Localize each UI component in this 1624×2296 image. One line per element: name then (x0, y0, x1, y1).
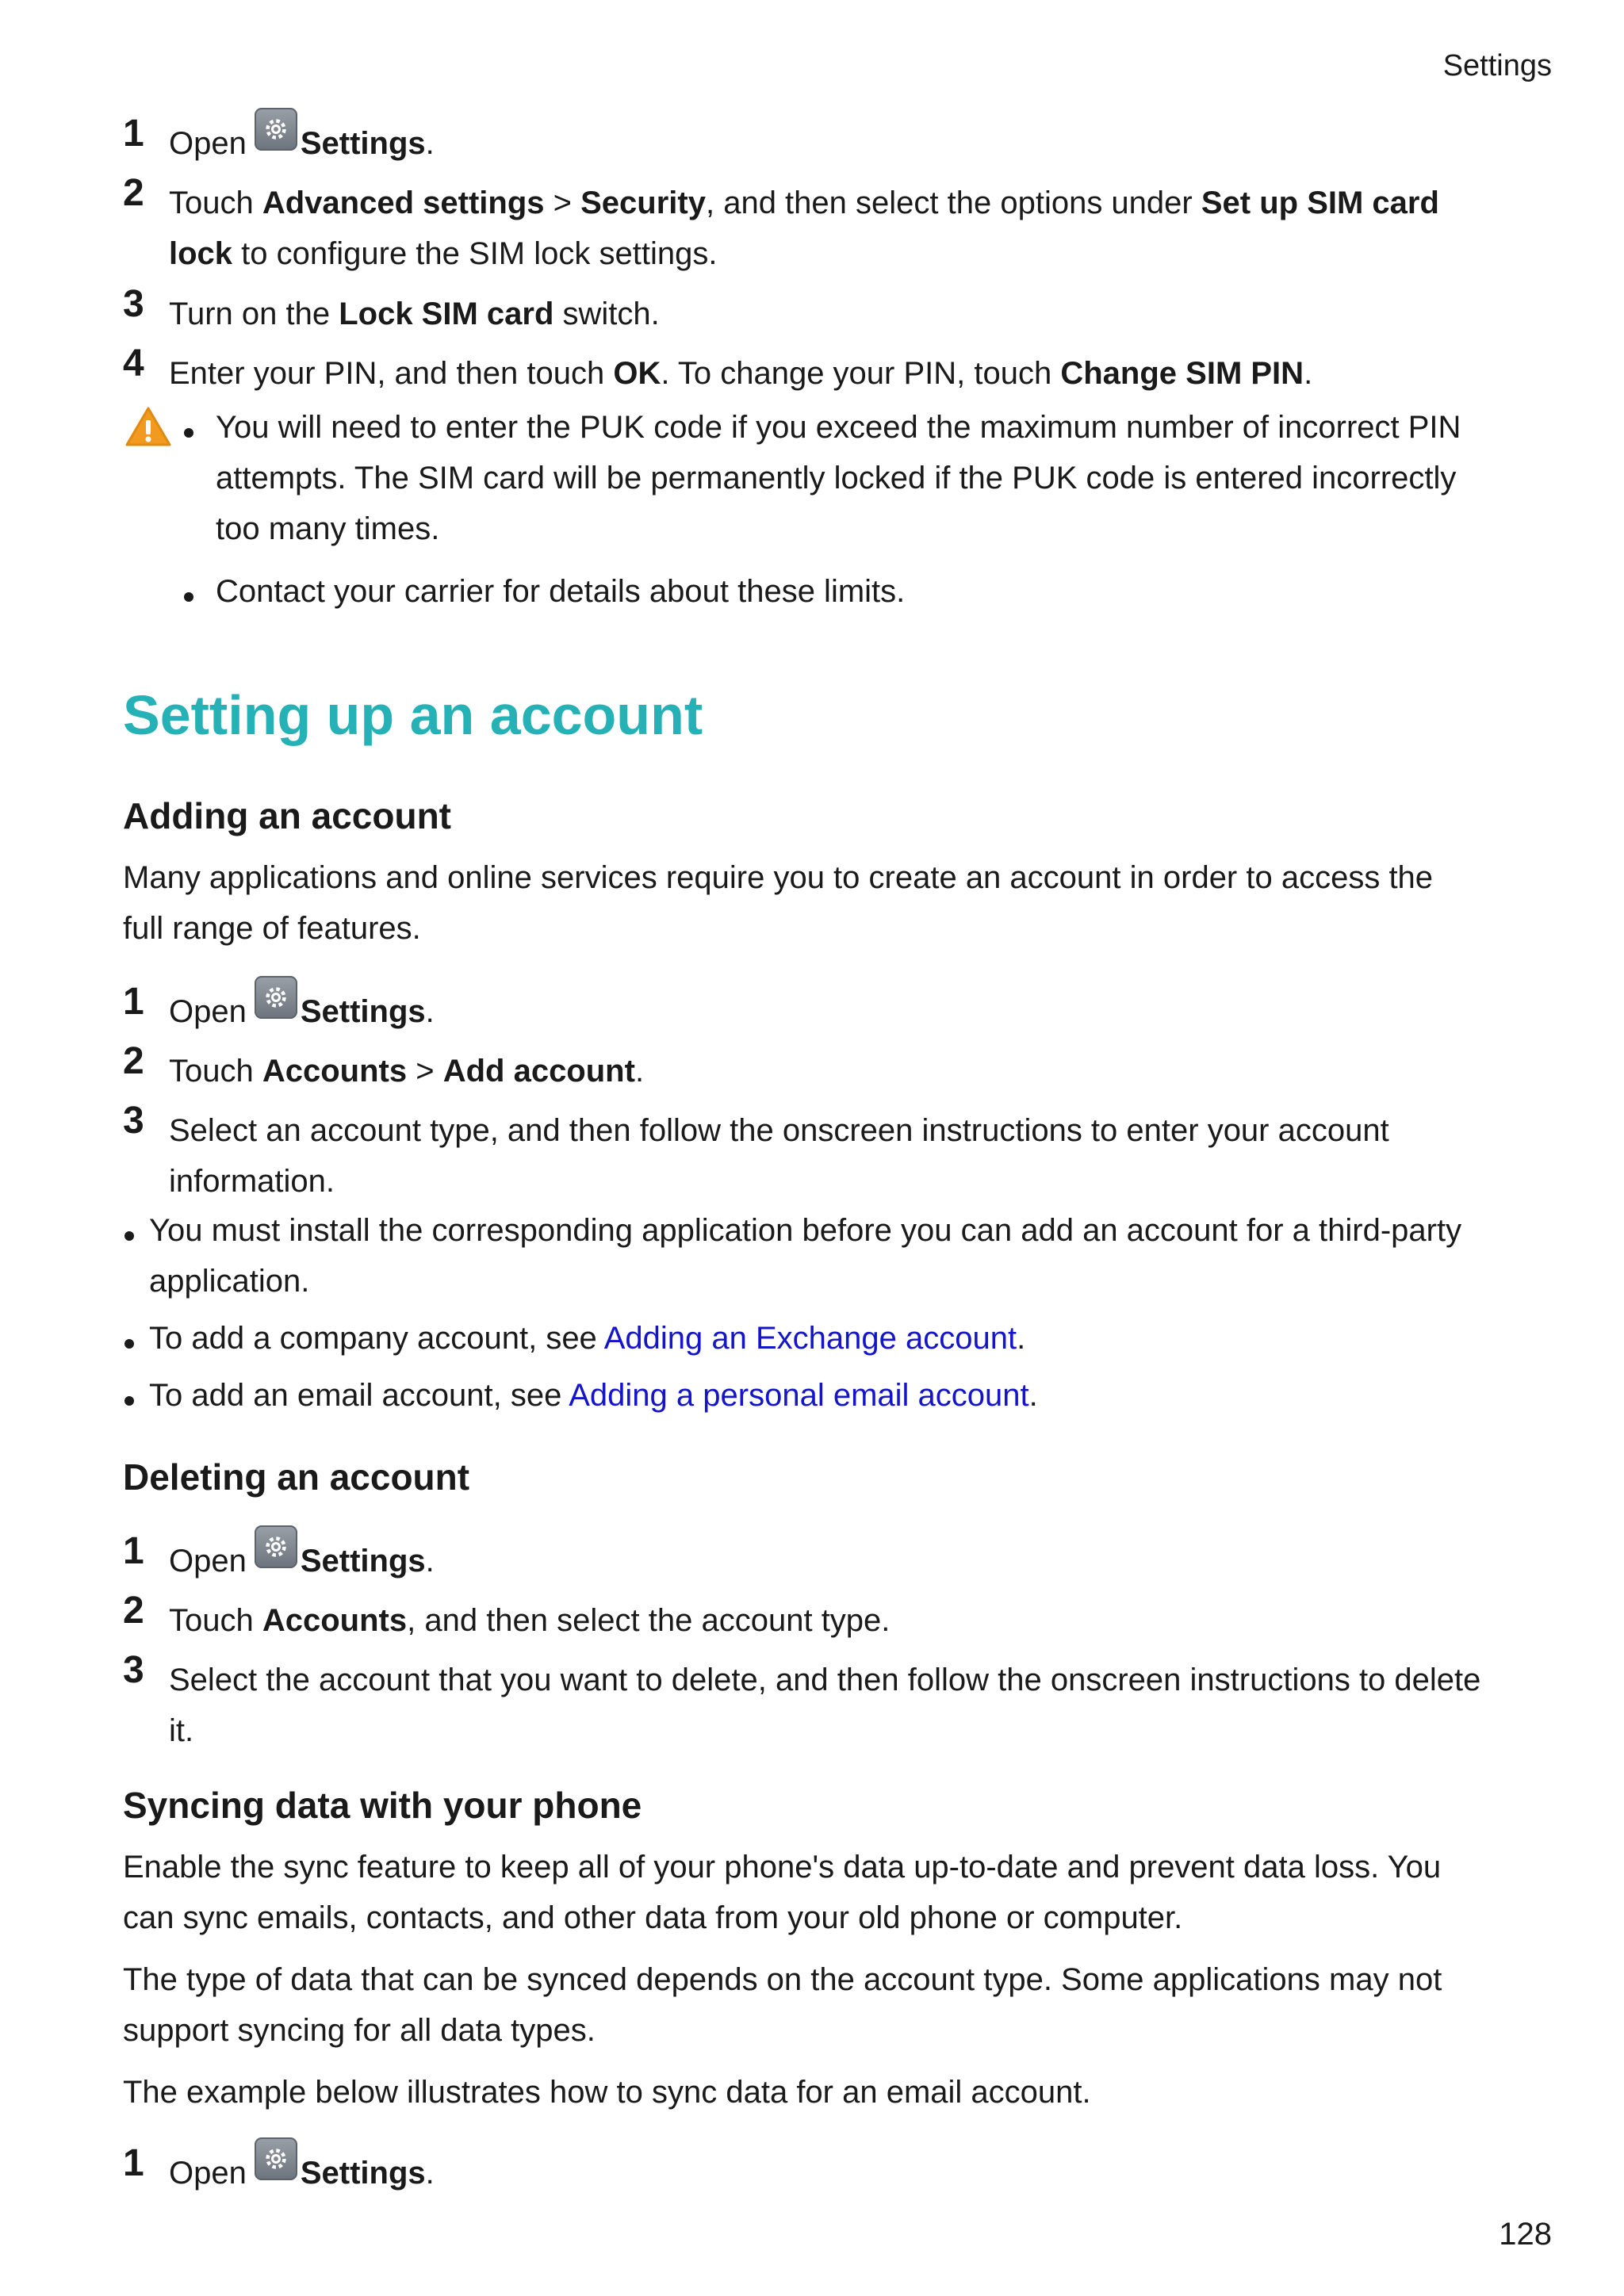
note-bullet (124, 1313, 134, 1364)
warning-bullet (184, 566, 193, 617)
step-text-part: . (1304, 356, 1313, 391)
settings-gear-icon (255, 976, 297, 1019)
step-number: 3 (123, 283, 144, 325)
step-text-part: Turn on the (169, 297, 339, 331)
note-line: You must install the corresponding application before you can add an account for a third-party (149, 1213, 1462, 1248)
step-bold: Settings (300, 126, 426, 161)
step-text-part: . (634, 1054, 645, 1089)
step-bold: Accounts (262, 1603, 408, 1638)
step-number: 1 (123, 981, 144, 1023)
warning-line: attempts. The SIM card will be permanently locked if the PUK code is entered incorrectly (216, 461, 1457, 496)
step-bold: Change SIM PIN (1060, 356, 1304, 391)
link-personal-email-account[interactable]: Adding a personal email account (569, 1378, 1029, 1413)
step-bold: Advanced settings (262, 186, 545, 220)
subsection-title-deleting: Deleting an account (123, 1456, 470, 1498)
page-header-section: Settings (1442, 49, 1552, 82)
step-line: it. (169, 1713, 194, 1748)
link-exchange-account[interactable]: Adding an Exchange account (603, 1321, 1017, 1356)
step-bold: Accounts (262, 1054, 408, 1089)
step-text-part: Open (169, 994, 247, 1029)
step-text (169, 289, 1541, 339)
warning-line: too many times. (216, 511, 440, 546)
step-number: 1 (123, 2142, 144, 2184)
step-text-part: , and then select the options under (705, 186, 1201, 220)
step-text (169, 348, 1541, 399)
section-title: Setting up an account (123, 684, 703, 746)
step-bold: Settings (300, 1544, 426, 1578)
step-text-part: . To change your PIN, touch (661, 356, 1061, 391)
step-text-part: Open (169, 126, 247, 161)
step-text-part: Enter your PIN, and then touch (169, 356, 614, 391)
note-bullet (124, 1370, 134, 1421)
step-text (169, 2148, 1541, 2198)
note-line: application. (149, 1264, 310, 1299)
step-line: Select an account type, and then follow the onscreen instructions to enter your account (169, 1113, 1389, 1148)
syncing-para-2 (123, 1954, 1534, 2056)
step-text (169, 1105, 1541, 1207)
syncing-para-3: The example below illustrates how to sync data for an email account. (123, 2075, 1091, 2110)
step-text-part: . (425, 994, 435, 1029)
subsection-title-syncing: Syncing data with your phone (123, 1785, 642, 1826)
step-bold: Settings (300, 994, 426, 1029)
step-bold: Lock SIM card (339, 297, 554, 331)
step-text-part: Touch (169, 1054, 262, 1089)
note-bullet (124, 1205, 134, 1256)
step-number: 2 (123, 1040, 144, 1082)
note-text: . (1028, 1378, 1038, 1413)
step-text (169, 178, 1541, 279)
step-bold: Settings (300, 2156, 426, 2191)
step-text-part: . (425, 126, 435, 161)
settings-gear-icon (255, 1525, 297, 1568)
step-text-part: to configure the SIM lock settings. (232, 236, 718, 271)
step-number: 1 (123, 1530, 144, 1572)
step-number: 4 (123, 342, 144, 385)
step-text (169, 1595, 1541, 1646)
step-text-part: Touch (169, 1603, 262, 1638)
step-number: 2 (123, 172, 144, 214)
step-number: 2 (123, 1590, 144, 1632)
step-text-part: , and then select the account type. (407, 1603, 891, 1638)
page-number: 128 (1499, 2217, 1552, 2252)
warning-item-carrier: Contact your carrier for details about these limits. (216, 574, 906, 609)
intro-line: Many applications and online services require you to create an account in order to access the (123, 860, 1434, 895)
step-text (169, 986, 1541, 1037)
note-third-party (149, 1205, 1545, 1307)
step-text-part: Open (169, 2156, 247, 2191)
para-line: Enable the sync feature to keep all of your phone's data up-to-date and prevent data loss. You (123, 1850, 1442, 1885)
settings-gear-icon (255, 108, 297, 151)
step-text-part: . (425, 1544, 435, 1578)
warning-item-puk (216, 402, 1564, 554)
step-bold: Add account (442, 1054, 635, 1089)
para-line: support syncing for all data types. (123, 2013, 596, 2048)
step-text (169, 1046, 1541, 1096)
step-text-part: switch. (553, 297, 660, 331)
step-number: 3 (123, 1100, 144, 1142)
settings-gear-icon (255, 2137, 297, 2180)
step-text-part: Open (169, 1544, 247, 1578)
step-line: information. (169, 1164, 335, 1199)
step-bold: Security (580, 186, 706, 220)
step-text (169, 1655, 1541, 1756)
note-email-account (149, 1370, 1545, 1421)
para-line: The type of data that can be synced depends on the account type. Some applications may not (123, 1962, 1442, 1997)
note-company-account (149, 1313, 1545, 1364)
step-line: Select the account that you want to delete, and then follow the onscreen instructions to delete (169, 1663, 1481, 1697)
note-text: To add an email account, see (149, 1378, 569, 1413)
step-text-part: > (544, 186, 581, 220)
step-text (169, 1536, 1541, 1586)
warning-line: You will need to enter the PUK code if you exceed the maximum number of incorrect PIN (216, 410, 1461, 445)
note-text: . (1017, 1321, 1026, 1356)
syncing-para-1 (123, 1842, 1534, 1943)
step-bold: Set up SIM card (1201, 186, 1439, 220)
subsection-title-adding: Adding an account (123, 795, 451, 836)
step-text-part: > (407, 1054, 443, 1089)
note-text: To add a company account, see (149, 1321, 604, 1356)
para-line: can sync emails, contacts, and other data from your old phone or computer. (123, 1900, 1183, 1935)
intro-line: full range of features. (123, 911, 421, 946)
step-text (169, 118, 1541, 169)
step-number: 3 (123, 1649, 144, 1691)
step-text-part: Touch (169, 186, 262, 220)
step-text-part: . (425, 2156, 435, 2191)
step-bold: lock (169, 236, 233, 271)
step-bold: OK (613, 356, 661, 391)
adding-intro (123, 852, 1534, 954)
step-number: 1 (123, 113, 144, 155)
warning-bullet (184, 402, 193, 453)
warning-triangle-icon (124, 406, 172, 451)
